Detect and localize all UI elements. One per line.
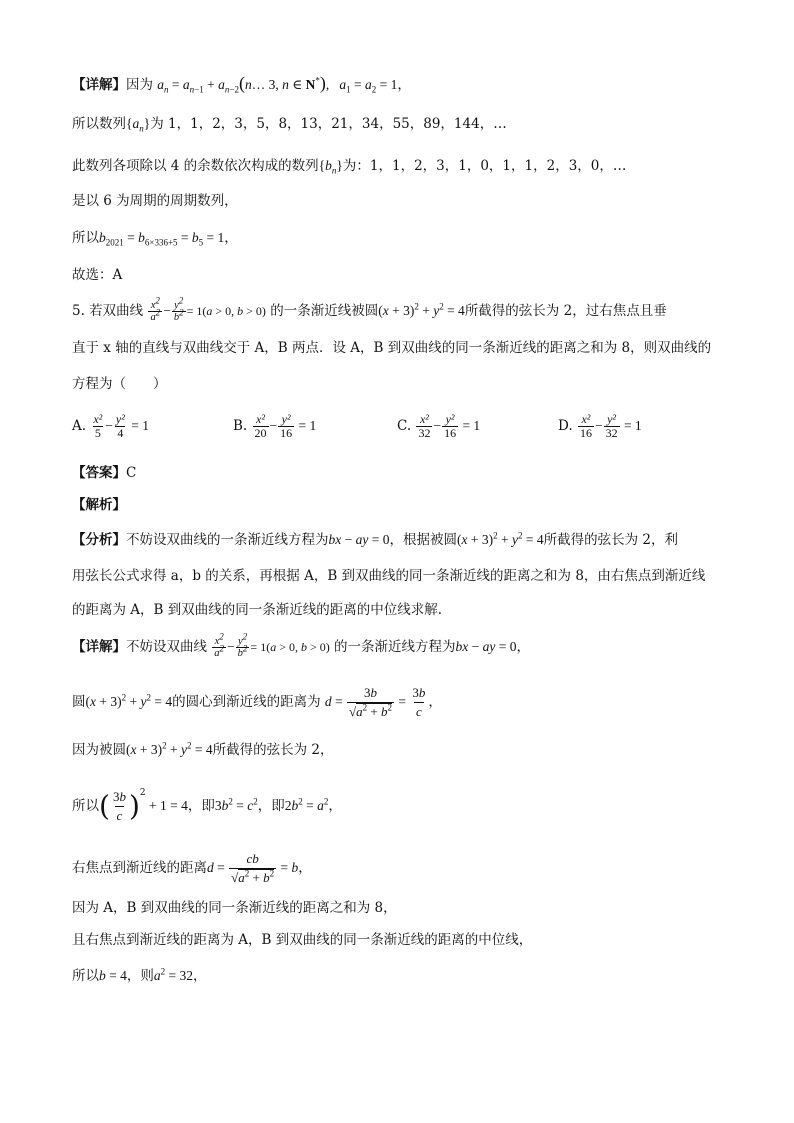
- solution-line-2: 圆$(x + 3)^2 + y^2 = 4$的圆心到渐近线的距离为 d = $\frac{3b}{√a^2 + b^2}$ = $\frac{3b}{c}$ ，: [72, 685, 442, 719]
- solution-line-7: 且右焦点到渐近线的距离为 A，B 到双曲线的同一条渐近线的距离的中位线，: [72, 932, 533, 948]
- question-5-line-3: 方程为（ ）: [72, 376, 167, 392]
- period-line: 是以 6 为周期的周期数列，: [72, 193, 238, 209]
- solution-line-1: 【详解】不妨设双曲线 $\frac{x^2}{a^2}$ − $\frac{y^2}{b^2}$ = 1(a > 0, b > 0) 的一条渐近线方程为bx − ay = 0，: [72, 631, 531, 659]
- option-c: C. $\frac{\text{x²}}{32}$ − $\frac{\text{y²}}{16}$ = 1: [397, 412, 481, 440]
- solution-line-4: 所以( $\frac{3b}{c}$ )$^2$ + 1 = 4，即$3b^2 = c^2$，即$2b^2 = a^2$，: [72, 787, 342, 823]
- question-5-line-2: 直于 x 轴的直线与双曲线交于 A，B 两点．设 A，B 到双曲线的同一条渐近线的距离之和为 8，则双曲线的: [72, 340, 712, 356]
- answer-tag: 【答案】: [72, 465, 126, 481]
- option-label: C.: [397, 418, 412, 434]
- choice-line: 故选：A: [72, 267, 123, 283]
- b2021-line: 所以$b_{2021} = b_{6\times 336+5} = b_5 = 1$，: [72, 230, 238, 248]
- recurrence-formula: $a_n = a_{n-1}$ + $a_{n-2}(n\dots$ 3, n ∈ N*), $a_1 = a_2 = 1$: [157, 73, 398, 95]
- solution-line-3: 因为被圆$(x + 3)^2 + y^2 = 4$所截得的弦长为 2，: [72, 740, 334, 758]
- option-d: D. $\frac{\text{x²}}{16}$ − $\frac{\text{y²}}{32}$ = 1: [558, 412, 642, 440]
- remainder-sequence-line: 此数列各项除以 4 的余数依次构成的数列$\{b_n\}$为：1，1，2，3，1，0，1，1，2，3，0，…: [72, 158, 627, 176]
- answer-line: [72, 463, 136, 483]
- analysis-line-2: 用弦长公式求得 a，b 的关系，再根据 A，B 到双曲线的同一条渐近线的距离之和为 8，由右焦点到渐近线: [72, 568, 706, 584]
- detail-line-recurrence: 【详解】因为 $a_n = a_{n-1}$ + $a_{n-2}(n\dots$ 3, n ∈ N*), $a_1 = a_2 = 1$，: [72, 73, 411, 95]
- option-label: A.: [72, 418, 87, 434]
- answer-value: C: [126, 465, 137, 481]
- question-5-line-1: 5. 若双曲线 $\frac{x^2}{a^2}$ − $\frac{y^2}{b^2}$ = 1(a > 0, b > 0) 的一条渐近线被圆$(x + 3)^2 + y^2 = 4$所截得的弦长为 2，过右焦点且垂: [72, 295, 667, 323]
- option-a: A. $\frac{\text{x²}}{5}$ − $\frac{\text{y²}}{4}$ = 1: [72, 412, 149, 440]
- analysis-tag-line: 【解析】: [72, 497, 126, 513]
- option-b: B. $\frac{\text{x²}}{20}$ − $\frac{\text{y²}}{16}$ = 1: [233, 412, 317, 440]
- analysis-line-1: 【分析】不妨设双曲线的一条渐近线方程为bx − ay = 0，根据被圆$(x + 3)^2 + y^2 = 4$所截得的弦长为 2，利: [72, 530, 678, 548]
- analysis-line-3: 的距离为 A，B 到双曲线的同一条渐近线的距离的中位线求解.: [72, 602, 443, 618]
- detail-tag: 【详解】: [72, 77, 126, 93]
- option-label: D.: [558, 418, 573, 434]
- solution-line-8: 所以b = 4，则$a^2 = 32$，: [72, 966, 207, 984]
- solution-line-6: 因为 A，B 到双曲线的同一条渐近线的距离之和为 8，: [72, 900, 397, 916]
- solution-line-5: 右焦点到渐近线的距离d = $\frac{cb}{√a^2 + b^2}$ = b，: [72, 851, 312, 885]
- option-label: B.: [233, 418, 248, 434]
- sequence-terms-line: 所以数列$\{a_n\}$为 1，1，2，3，5，8，13，21，34，55，89，144，…: [72, 116, 507, 134]
